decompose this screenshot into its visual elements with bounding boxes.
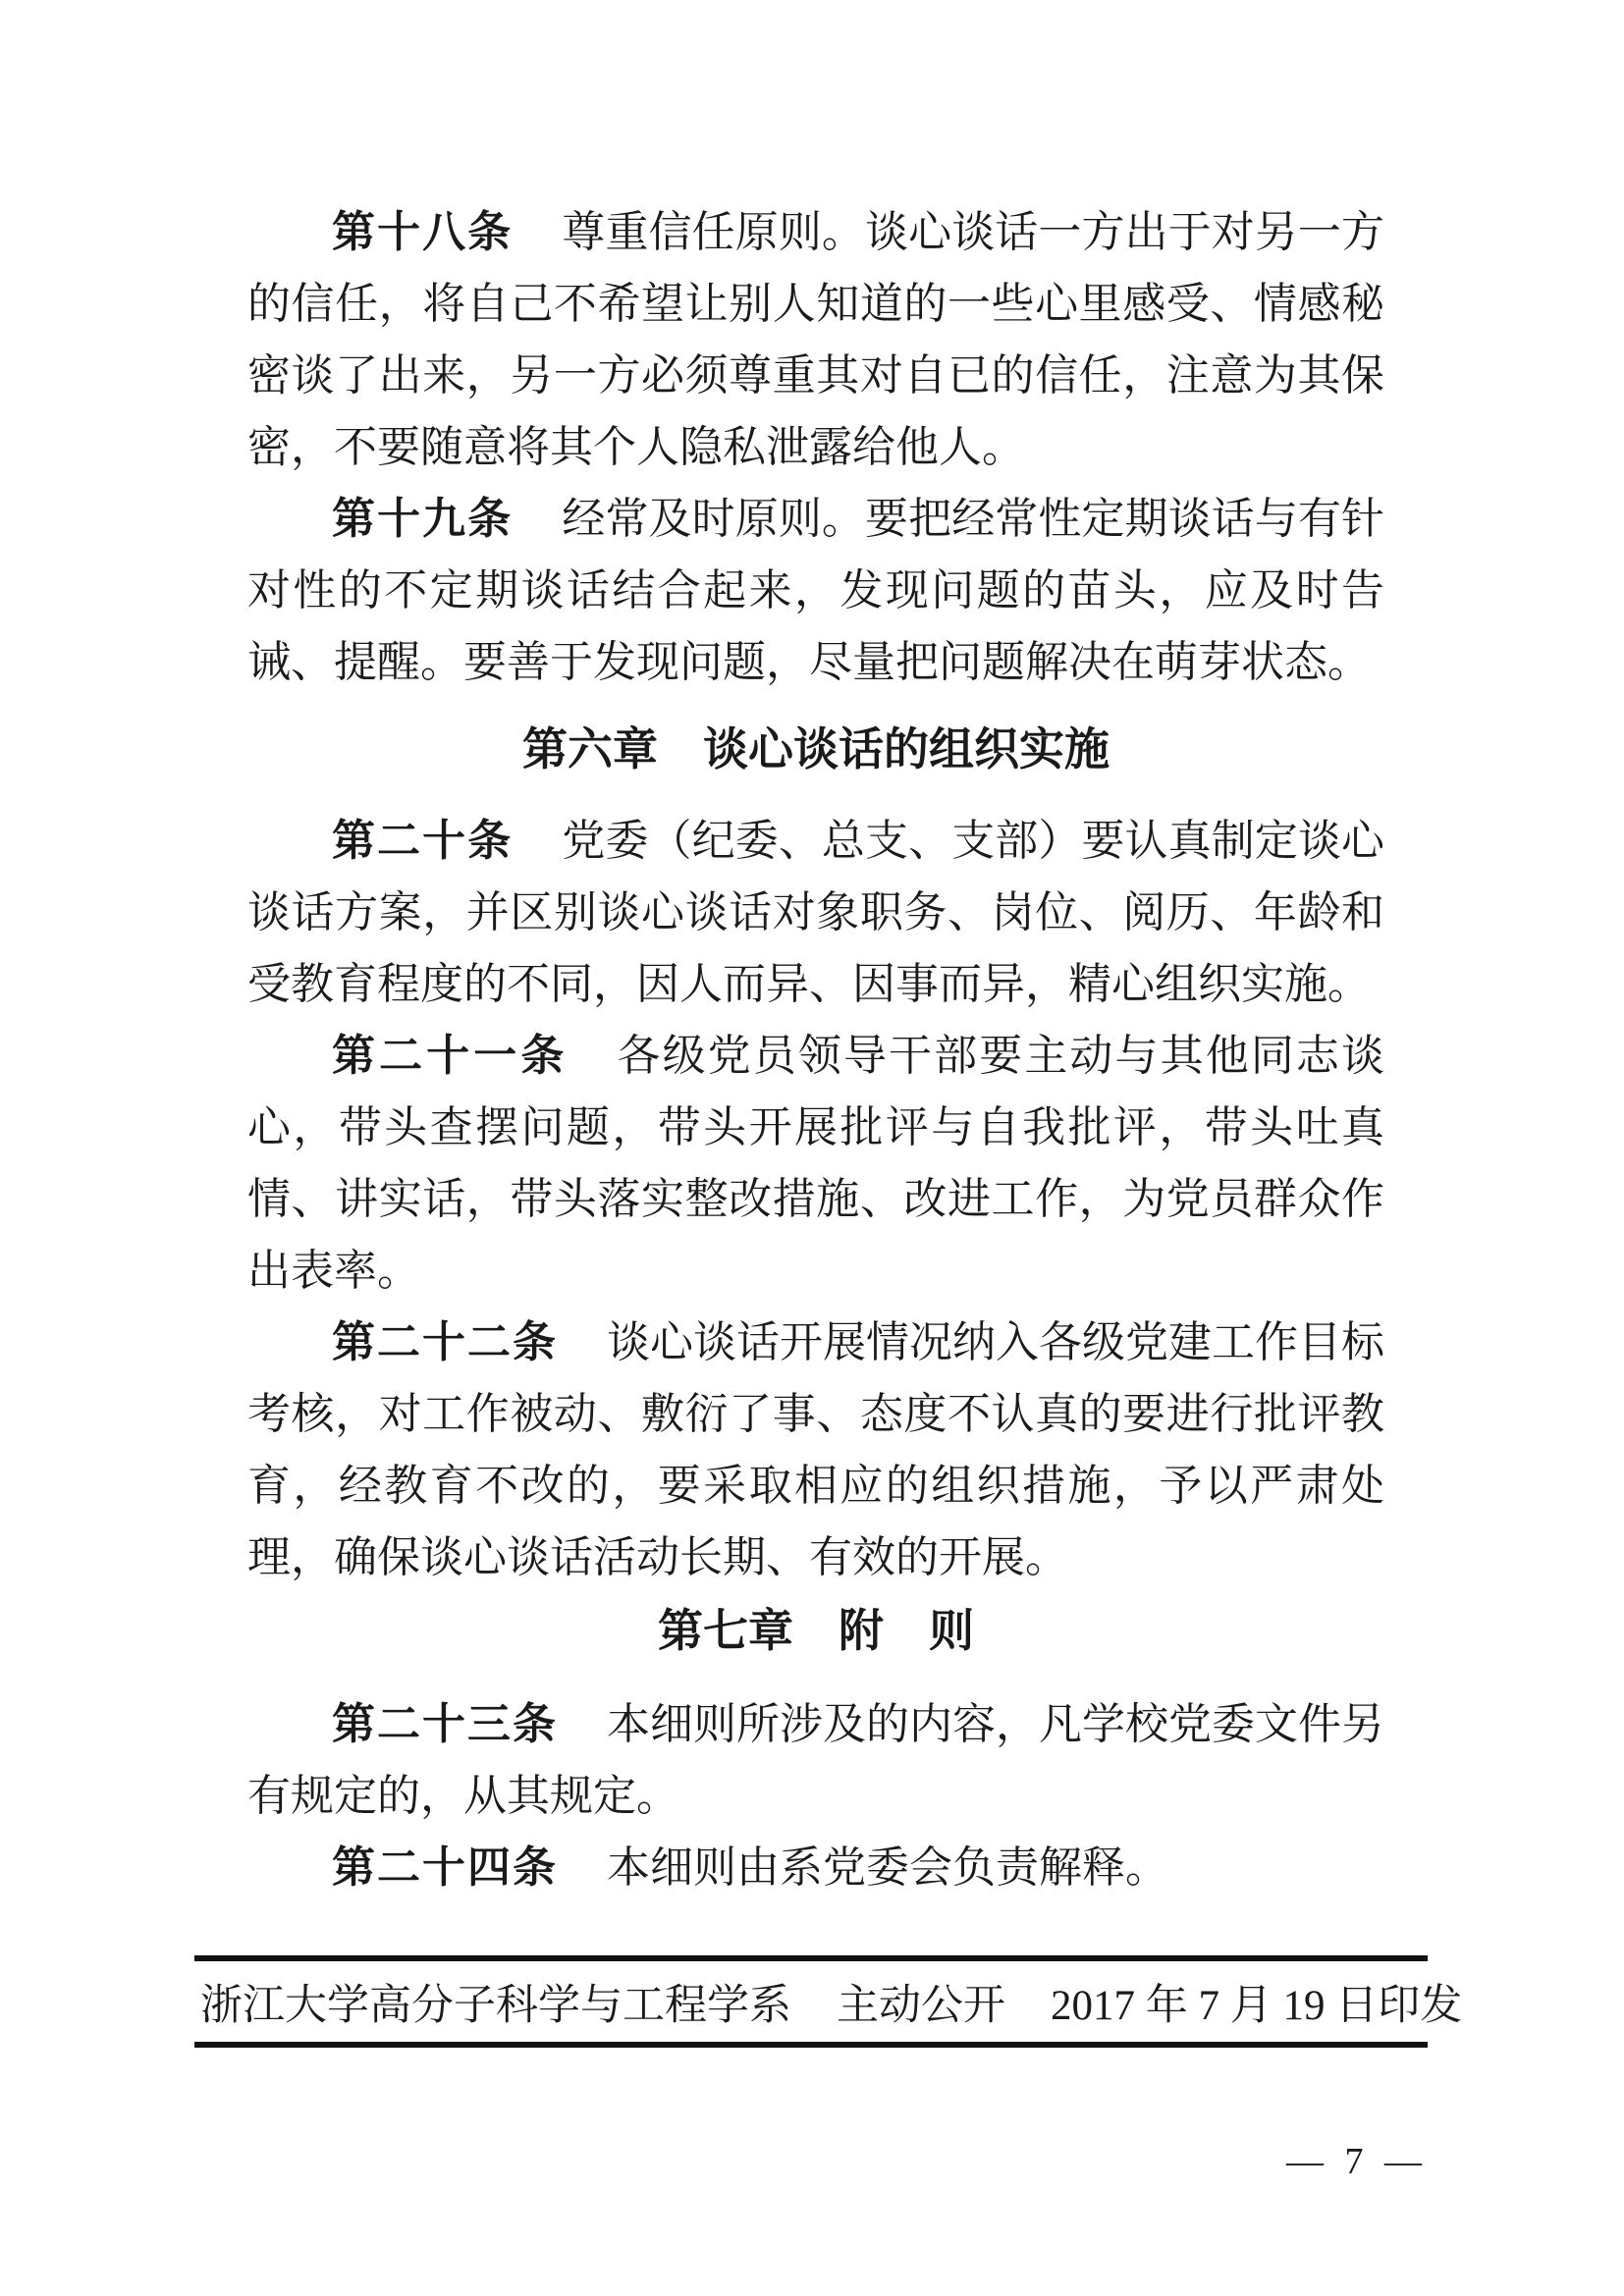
chapter-heading-7: 第七章 附 则 <box>658 1605 974 1656</box>
article-number: 第十八条 <box>332 208 514 256</box>
article-text: 本细则所涉及的内容，凡学校党委文件另有规定的，从其规定。 <box>247 1700 1384 1820</box>
article-paragraph-20 <box>247 805 1384 1020</box>
disclosure-label: 主动公开 <box>837 1982 1005 2029</box>
article-paragraph-24 <box>247 1832 1384 1903</box>
article-text: 党委（纪委、总支、支部）要认真制定谈心谈话方案，并区别谈心谈话对象职务、岗位、阅历、年龄和受教育程度的不同，因人而异、因事而异，精心组织实施。 <box>247 817 1385 1008</box>
article-text: 经常及时原则。要把经常性定期谈话与有针对性的不定期谈话结合起来，发现问题的苗头，应及时告诫、提醒。要善于发现问题，尽量把问题解决在萌芽状态。 <box>247 495 1385 686</box>
chapter-heading-6: 第六章 谈心谈话的组织实施 <box>522 723 1110 774</box>
article-text: 尊重信任原则。谈心谈话一方出于对另一方的信任，将自己不希望让别人知道的一些心里感受、情感秘密谈了出来，另一方必须尊重其对自已的信任，注意为其保密，不要随意将其个人隐私泄露给他人。 <box>247 208 1385 471</box>
article-number: 第二十三条 <box>332 1700 558 1748</box>
article-paragraph-18 <box>247 196 1384 483</box>
print-date: 2017 年 7 月 19 日印发 <box>1051 1982 1463 2029</box>
article-number: 第二十一条 <box>332 1032 568 1080</box>
article-text: 各级党员领导干部要主动与其他同志谈心，带头查摆问题，带头开展批评与自我批评，带头吐真情、讲实话，带头落实整改措施、改进工作，为党员群众作出表率。 <box>247 1032 1385 1295</box>
article-paragraph-19 <box>247 483 1384 698</box>
article-text: 本细则由系党委会负责解释。 <box>607 1843 1168 1892</box>
footer-issuer-bar <box>194 1955 1463 2048</box>
article-number: 第二十四条 <box>332 1843 558 1892</box>
article-paragraph-22 <box>247 1307 1384 1593</box>
page-number: — 7 — <box>1286 2141 1428 2182</box>
article-text: 谈心谈话开展情况纳入各级党建工作目标考核，对工作被动、敷衍了事、态度不认真的要进行批评教育，经教育不改的，要采取相应的组织措施，予以严肃处理，确保谈心谈话活动长期、有效的开展。 <box>247 1318 1384 1581</box>
document-body <box>247 196 1384 1903</box>
article-paragraph-23 <box>247 1688 1384 1832</box>
article-number: 第十九条 <box>332 495 514 543</box>
issuer-name: 浙江大学高分子科学与工程学系 <box>200 1982 791 2029</box>
article-number: 第二十二条 <box>332 1318 558 1366</box>
article-number: 第二十条 <box>332 817 514 865</box>
article-paragraph-21 <box>247 1020 1384 1307</box>
